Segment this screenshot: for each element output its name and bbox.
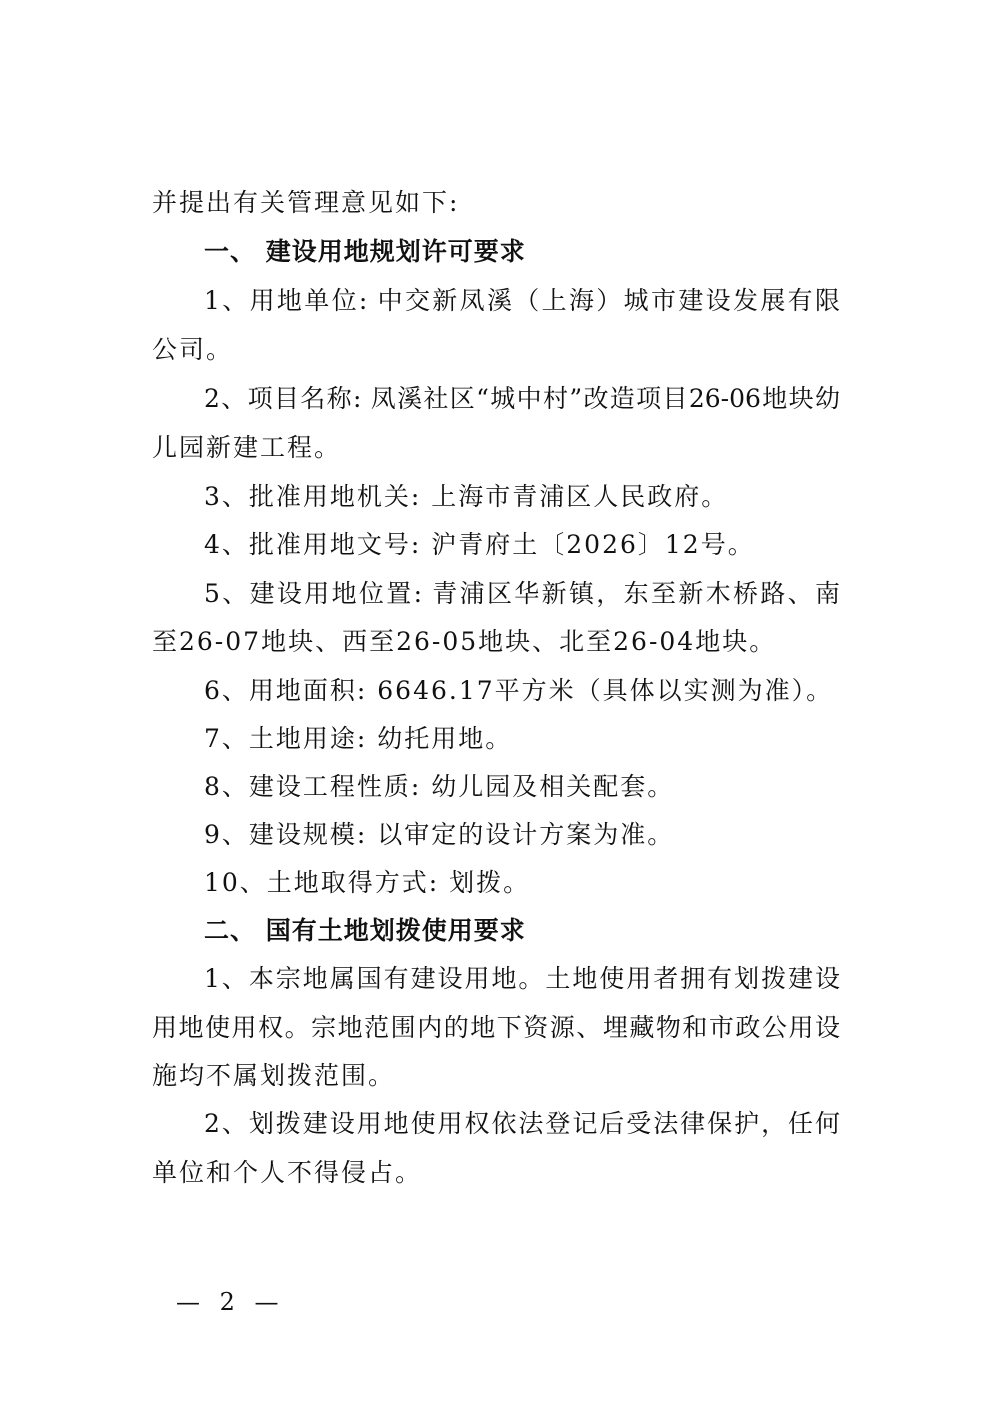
item-approval-document-number: 4、批准用地文号: 沪青府土〔2026〕12号。	[204, 530, 755, 559]
item-land-use: 7、土地用途: 幼托用地。	[204, 724, 513, 753]
item-project-nature: 8、建设工程性质: 幼儿园及相关配套。	[204, 772, 675, 801]
item-land-user-line1: 1、用地单位: 中交新凤溪（上海）城市建设发展有限	[204, 286, 840, 315]
allocation-item1-line3: 施均不属划拨范围。	[152, 1061, 396, 1090]
allocation-item1-line2: 用地使用权。宗地范围内的地下资源、埋藏物和市政公用设	[152, 1013, 840, 1042]
item-land-location-line1: 5、建设用地位置: 青浦区华新镇，东至新木桥路、南	[204, 579, 840, 608]
item-project-name-line2: 儿园新建工程。	[152, 433, 342, 462]
item-acquisition-method: 10、土地取得方式: 划拨。	[204, 868, 531, 897]
item-land-user-line2: 公司。	[152, 335, 234, 364]
page-number: — 2 —	[176, 1288, 285, 1316]
item-land-location-line2: 至26-07地块、西至26-05地块、北至26-04地块。	[152, 627, 777, 656]
section-heading-allocation: 二、 国有土地划拨使用要求	[204, 916, 526, 945]
item-approval-authority: 3、批准用地机关: 上海市青浦区人民政府。	[204, 482, 729, 511]
item-construction-scale: 9、建设规模: 以审定的设计方案为准。	[204, 820, 675, 849]
allocation-item1-line1: 1、本宗地属国有建设用地。土地使用者拥有划拨建设	[204, 964, 840, 993]
intro-line: 并提出有关管理意见如下:	[152, 188, 460, 217]
allocation-item2-line1: 2、划拨建设用地使用权依法登记后受法律保护，任何	[204, 1109, 840, 1138]
allocation-item2-line2: 单位和个人不得侵占。	[152, 1158, 423, 1187]
section-heading-planning: 一、 建设用地规划许可要求	[204, 237, 526, 266]
item-project-name-line1: 2、项目名称: 凤溪社区“城中村”改造项目26-06地块幼	[204, 384, 840, 413]
item-land-area: 6、用地面积: 6646.17平方米（具体以实测为准）。	[204, 676, 834, 705]
